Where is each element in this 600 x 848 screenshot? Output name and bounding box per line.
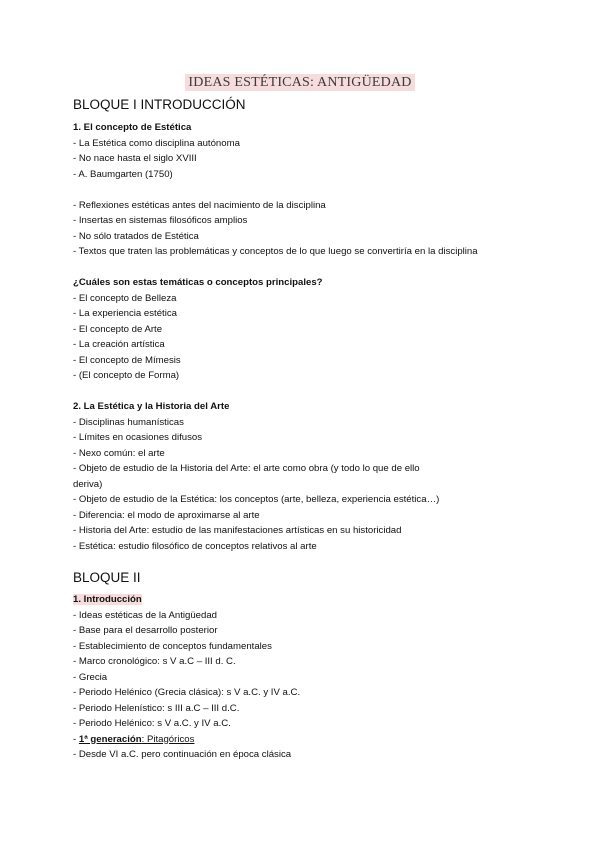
list: [73, 608, 543, 763]
list: [73, 136, 543, 183]
list-item: - Límites en ocasiones difusos: [73, 432, 203, 443]
list-item: - Objeto de estudio de la Historia del Arte: el arte como obra (y todo lo que de ello: [73, 463, 420, 474]
document-title: [0, 73, 600, 91]
list-item: - A. Baumgarten (1750): [73, 168, 173, 180]
list-item: - Objeto de estudio de la Estética: los conceptos (arte, belleza, experiencia estética…): [73, 494, 440, 505]
section-title: 1. El concepto de Estética: [73, 122, 192, 133]
list-item: - No nace hasta el siglo XVIII: [73, 153, 197, 164]
list-item: - Diferencia: el modo de aproximarse al arte: [73, 509, 260, 521]
list-item: deriva): [73, 478, 103, 490]
list-item: - Grecia: [73, 671, 108, 683]
list-bullet: -: [73, 733, 79, 745]
list-item: - Disciplinas humanísticas: [73, 416, 184, 428]
generation-text: : Pitagóricos: [141, 733, 195, 745]
list: [73, 291, 543, 384]
list: [73, 415, 543, 555]
list-item: - La Estética como disciplina autónoma: [73, 137, 240, 149]
bloque2-heading: BLOQUE II: [73, 570, 141, 585]
list-item: - Desde VI a.C. pero continuación en época clásica: [73, 749, 292, 760]
section-title: 2. La Estética y la Historia del Arte: [73, 401, 230, 412]
section-title: [73, 592, 543, 608]
generation-label: 1ª generación: [78, 733, 142, 745]
document-title-text: IDEAS ESTÉTICAS: ANTIGÜEDAD: [185, 74, 414, 91]
list-item: - (El concepto de Forma): [73, 370, 180, 381]
list-item: - La creación artística: [73, 339, 165, 350]
list: [73, 198, 543, 260]
list-item: - Nexo común: el arte: [73, 447, 165, 459]
list-item-generation: [73, 732, 543, 748]
list-item: - El concepto de Mímesis: [73, 354, 181, 366]
list-item: - La experiencia estética: [73, 308, 177, 319]
list-item: - Periodo Helenístico: s III a.C – III d.C.: [73, 702, 240, 714]
list-item: - Periodo Helénico: s V a.C. y IV a.C.: [73, 718, 231, 729]
question-title: ¿Cuáles son estas temáticas o conceptos principales?: [73, 277, 323, 288]
list-item: - Reflexiones estéticas antes del nacimiento de la disciplina: [73, 199, 326, 211]
list-item: - Estética: estudio filosófico de conceptos relativos al arte: [73, 540, 317, 552]
list-item: - Ideas estéticas de la Antigüedad: [73, 609, 218, 621]
bloque1-heading: BLOQUE I INTRODUCCIÓN: [73, 97, 246, 112]
list-item: - Establecimiento de conceptos fundamentales: [73, 640, 272, 652]
list-item: - El concepto de Arte: [73, 323, 163, 335]
list-item: - El concepto de Belleza: [73, 292, 177, 304]
list-item: - Insertas en sistemas filosóficos amplios: [73, 215, 248, 226]
list-item: - Base para el desarrollo posterior: [73, 625, 218, 636]
list-item: - Textos que traten las problemáticas y conceptos de lo que luego se convertiría en la disciplina: [73, 246, 478, 257]
section-title-text: 1. Introducción: [73, 594, 142, 605]
list-item: - No sólo tratados de Estética: [73, 230, 199, 242]
document-body: [73, 96, 543, 763]
list-item: - Historia del Arte: estudio de las manifestaciones artísticas en su historicidad: [73, 525, 402, 536]
list-item: - Marco cronológico: s V a.C – III d. C.: [73, 656, 236, 667]
list-item: - Periodo Helénico (Grecia clásica): s V a.C. y IV a.C.: [73, 687, 301, 698]
